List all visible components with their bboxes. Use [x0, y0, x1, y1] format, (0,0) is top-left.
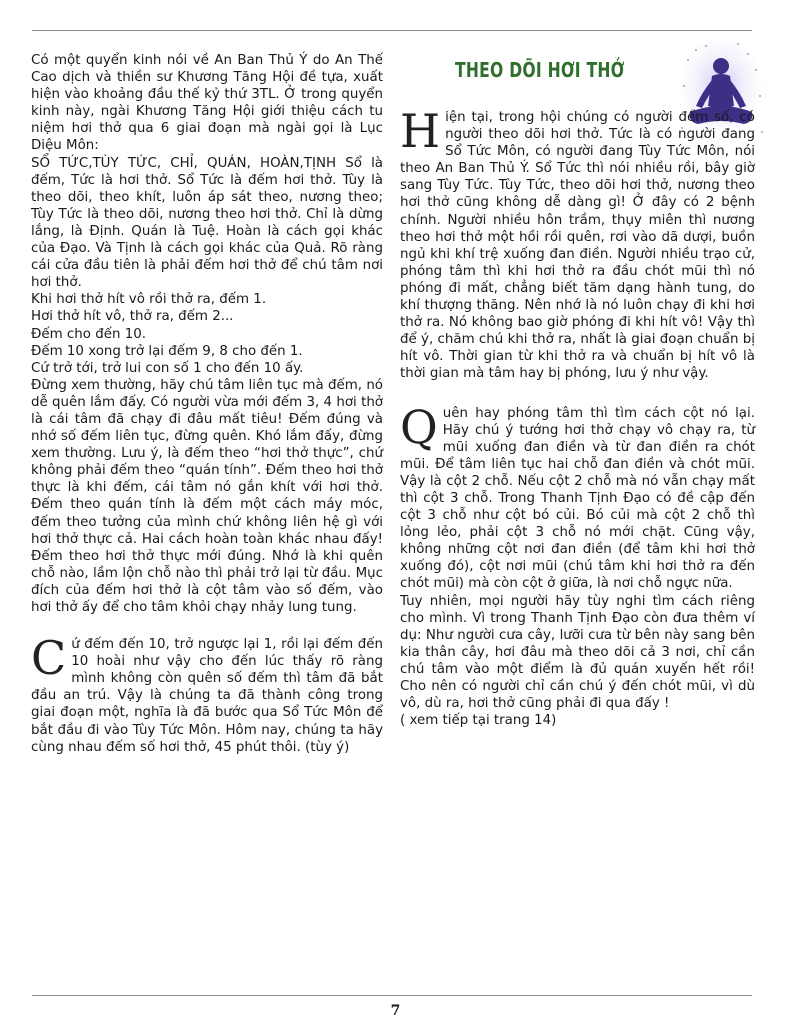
drop-cap: H: [400, 104, 441, 158]
count-line: Đếm 10 xong trở lại đếm 9, 8 cho đến 1.: [31, 343, 303, 359]
definitions-paragraph: SỔ TỨC,TÙY TỨC, CHỈ, QUÁN, HOÀN,TỊNH Sổ là đếm, Tức là hơi thở. Sổ Tức là đếm hơi thở. Tùy là theo dõi, theo khít, luôn áp sát theo, nương theo; Tùy Tức là theo dõi, nương theo hơi thở. Chỉ là dừng lắng, là Định. Quán là Tuệ. Hoàn là cách gọi khác của Đạo. Và Tịnh là cách gọi khác của Quả. Rõ ràng cái cửa đầu tiên là phải đếm hơi thở để chú tâm nơi hơi thở.: [31, 155, 383, 291]
continued-note: ( xem tiếp tại trang 14): [400, 713, 557, 729]
right-column: [400, 104, 755, 729]
page-number: 7: [390, 1003, 401, 1019]
left-column: [31, 52, 383, 756]
count-line: Hơi thở hít vô, thở ra, đếm 2...: [31, 309, 234, 325]
count-line: Cứ trở tới, trở lui con số 1 cho đến 10 ấy.: [31, 360, 304, 376]
anchor-paragraph: Quên hay phóng tâm thì tìm cách cột nó lại. Hãy chú ý tướng hơi thở chạy vô chạy ra, từ mũi xuống đan điền và từ đan điền ra chót mũi. Để tâm liên tục hai chỗ đan điền và chót mũi. Vậy là cột 2 chỗ. Nếu cột 2 chỗ mà nó vẫn chạy mất thì cột 3 chỗ. Trong Thanh Tịnh Đạo có đề cập đến cột 3 chỗ như cột bó củi. Bó củi mà cột 2 chỗ thì lỏng lẻo, phải cột 3 chỗ nó mới chặt. Cũng vậy, không những cột nơi đan điền (để tâm khi hơi thở xuống đó), cột nơi mũi (chú tâm khi hơi thở ra đến chót mũi) mà còn cột ở giữa, là nơi chỗ ngực nữa.: [400, 399, 755, 592]
intro-paragraph: Có một quyển kinh nói về An Ban Thủ Ý do An Thế Cao dịch và thiền sư Khương Tăng Hội đề tựa, xuất hiện vào khoảng đầu thế kỷ thứ 3TL. Ở trong quyển kinh này, ngài Khương Tăng Hội giới thiệu cách tu niệm hơi thở qua 6 giai đoạn mà ngài gọi là Lục Diệu Môn:: [31, 53, 383, 154]
bottom-rule: [32, 995, 752, 996]
top-rule: [32, 30, 752, 31]
saw-paragraph: Tuy nhiên, mọi người hãy tùy nghi tìm cách riêng cho mình. Vì trong Thanh Tịnh Đạo còn đưa thêm ví dụ: Như người cưa cây, lưỡi cưa từ bên này sang bên kia thân cây, hơi đâu mà theo dõi cả 3 nơi, chỉ cần chú tâm vào một điểm là đủ quán xuyến hết rồi! Cho nên có người chỉ cần chú ý đến chót mũi, vì dù vô, dù ra, hơi thở cũng phải đi qua đấy !: [400, 593, 755, 712]
body-paragraph: Đừng xem thường, hãy chú tâm liên tục mà đếm, nó dễ quên lắm đấy. Có người vừa mới đếm 3, 4 hơi thở là cái tâm đã chạy đi đâu mất tiêu! Đếm đúng và nhớ số đếm liên tục, đừng quên. Khó lắm đấy, đừng xem thường. Lưu ý, là đếm theo “hơi thở thực”, chứ không phải đếm theo “quán tính”. Đếm theo hơi thở thực là khi đếm, cái tâm nó gắn khít với hơi thở. Đếm theo quán tính là đếm một cách máy móc, đếm theo tưởng của mình chứ không liên hệ gì với hơi thở thực cả. Hai cách hoàn toàn khác nhau đấy! Đếm theo hơi thở thực mới đúng. Nhớ là khi quên chỗ nào, lầm lộn chỗ nào thì phải trở lại từ đầu. Mục đích của đếm hơi thở là cột tâm vào số đếm, vào hơi thở ấy để cho tâm khỏi chạy nhảy lung tung.: [31, 377, 383, 615]
drop-cap: Q: [400, 399, 438, 454]
count-line: Khi hơi thở hít vô rồi thở ra, đếm 1.: [31, 292, 267, 308]
drop-cap: C: [31, 631, 67, 686]
article-title: THEO DÕI HƠI THỞ: [455, 58, 625, 82]
count-line: Đếm cho đến 10.: [31, 326, 146, 342]
intro-paragraph: Hiện tại, trong hội chúng có người đếm số, có người theo dõi hơi thở. Tức là có người đang Sổ Tức Môn, có người đang Tùy Tức Môn, nói theo An Ban Thủ Ý. Sổ Tức thì nói nhiều rồi, bây giờ sang Tùy Tức. Tùy Tức, theo dõi hơi thở, nương theo hơi thở cũng không dễ dàng gì! Ở đây có 2 bệnh chính. Người nhiều hôn trầm, thụy miên thì nương theo hơi thở một hồi rồi quên, rơi vào dã dượi, buồn ngủ khi khí trệ xuống đan điền. Người nhiều trạo cử, phóng tâm thì khi hơi thở ra đầu chót mũi thì nó phóng đi mất, chẳng biết tăm dạng hành tung, do khí thượng thăng. Nên nhớ là nó luôn chạy đi khi hơi thở ra. Nó không bao giờ phóng đi khi hít vô! Vậy thì để ý, chăm chú khi thở ra, nhất là giai đoạn chuẩn bị hít vô. Thời gian từ khi thở ra và chuẩn bị hít vô là thời gian mà tâm hay bị phóng, lưu ý như vậy.: [400, 104, 755, 382]
counting-paragraph: Cứ đếm đến 10, trở ngược lại 1, rồi lại đếm đến 10 hoài như vậy cho đến lúc thấy rõ ràng mình không còn quên số đếm thì tâm đã bắt đầu an trú. Vậy là chúng ta đã thành công trong giai đoạn một, nghĩa là đã bước qua Sổ Tức Môn để bắt đầu đi vào Tùy Tức Môn. Hôm nay, chúng ta hãy cùng nhau đếm số hơi thở, 45 phút thôi. (tùy ý): [31, 631, 383, 755]
